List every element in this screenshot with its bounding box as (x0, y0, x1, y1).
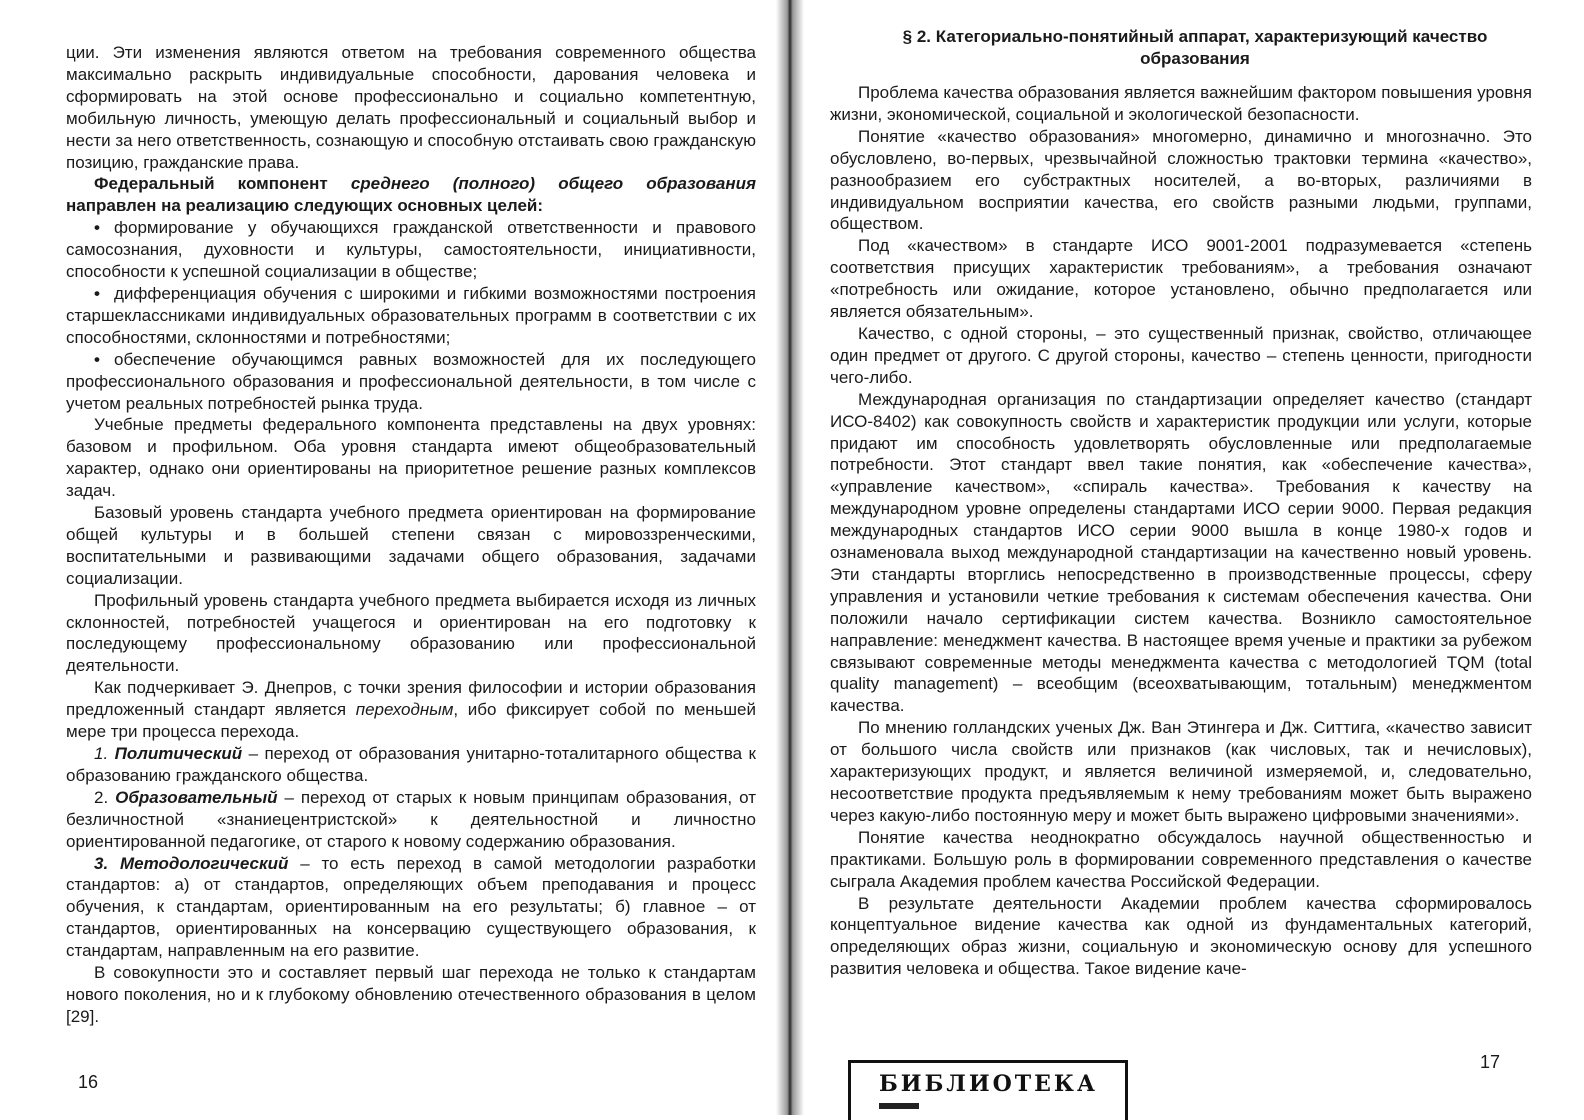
right-page-text (830, 26, 1532, 980)
transition-item (66, 787, 756, 853)
dneprov-text-end: , ибо фиксирует собой по меньшей мере три процесса перехода. (66, 700, 756, 742)
paragraph: Учебные предметы федерального компонента представлены на двух уровнях: базовом и профильном. Оба уровня стандарта имеют общеобразовательный характер, однако они ориентированы на приоритетное решение разных комплексов задач. (66, 415, 756, 501)
paragraph: Профильный уровень стандарта учебного предмета выбирается исходя из личных склонностей, потребностей учащегося и ориентирован на его подготовку к последующему профессиональному образованию или профессиональной деятельности. (66, 590, 756, 676)
left-page-text (66, 42, 756, 1028)
paragraph: Понятие качества неоднократно обсуждалось научной общественностью и практиками. Большую роль в формировании современного представления о качестве сыграла Академия проблем качества Российской Федерации. (830, 827, 1532, 891)
transition-text: – переход от образования унитарно-тоталитарного общества к образованию гражданского общества. (66, 744, 756, 785)
list-item (66, 349, 756, 415)
bullet-mark: • (94, 349, 100, 369)
paragraph: Проблема качества образования является важнейшим фактором повышения уровня жизни, экономической, социальной и экологической безопасности. (830, 83, 1532, 124)
transition-number: 3. (94, 853, 109, 873)
section-title: § 2. Категориально-понятийный аппарат, характеризующий качество образования (902, 27, 1488, 68)
library-stamp (848, 1060, 1128, 1120)
transition-name: Методологический (120, 853, 289, 873)
bullet-mark: • (94, 283, 100, 303)
transition-number: 1. (94, 744, 109, 763)
list-item (66, 283, 756, 349)
page-number: 17 (1480, 1052, 1501, 1072)
transition-item (66, 743, 756, 787)
list-item (66, 217, 756, 283)
paragraph: Базовый уровень стандарта учебного предмета ориентирован на формирование общей культуры и в большей степени связан с мировоззренческими, воспитательными и развивающими задачами общего образования, задачами социализации. (66, 503, 756, 588)
goals-heading-end: направлен на реализацию следующих основных целей: (66, 196, 544, 216)
transition-text: – то есть переход в самой методологии разработки стандартов: а) от стандартов, определяющих объем преподавания и процесс обучения, к стандартам, ориентированным на его результаты; б) главное – от стандартов, ориентированных на консервацию существующего образования, к стандартам, направленным на его развитие. (66, 853, 756, 961)
right-page (800, 0, 1584, 1115)
paragraph: В совокупности это и составляет первый шаг перехода не только к стандартам нового поколения, но и к глубокому обновлению отечественного образования в целом [29]. (66, 963, 756, 1026)
list-item-text: формирование у обучающихся гражданской ответственности и правового самосознания, духовности и культуры, самостоятельности, инициативности, способности к успешной социализации в обществе; (66, 218, 756, 282)
goals-heading-start: Федеральный компонент (94, 174, 351, 194)
paragraph: Понятие «качество образования» многомерно, динамично и многозначно. Это обусловлено, во-первых, чрезвычайной сложностью трактовки термина «качество», разнообразием его субстрактных носителей, а во-вторых, различиями в индивидуальном восприятии качества, его свойств разными людьми, группами, обществом. (830, 126, 1532, 234)
dneprov-text-start: Как подчеркивает Э. Днепров, с точки зрения философии и истории образования предложенный стандарт является (66, 678, 756, 720)
paragraph: Под «качеством» в стандарте ИСО 9001-2001 подразумевается «степень соответствия присущих характеристик требованиям», а требования означают «потребность или ожидание, которое установлено, обычно предполагается или является обязательным». (830, 236, 1532, 322)
paragraph: Качество, с одной стороны, – это существенный признак, свойство, отличающее один предмет от другого. С другой стороны, качество – степень ценности, пригодности чего-либо. (830, 323, 1532, 387)
stamp-text: БИБЛИОТЕКА (879, 1071, 1098, 1097)
transition-item (66, 853, 756, 963)
transition-number: 2. (94, 787, 109, 807)
paragraph: Международная организация по стандартизации определяет качество (стандарт ИСО-8402) как совокупность свойств и характеристик продукции или услуги, которые придают им способность удовлетворять обусловленные или предполагаемые потребности. Этот стандарт ввел такие понятия, как «обеспечение качества», «управление качеством», «спираль качества». Требования к качеству на международном уровне определены стандартами ИСО серии 9000. Первая редакция международных стандартов ИСО серии 9000 вышла в конце 1980-х годов и ознаменовала выход международной стандартизации на качественно новый уровень. Эти стандарты вторглись непосредственно в производственные процессы, сферу управления и установили четкие требования к системам обеспечения качества. Они положили начало сертификации систем качества. Возникло самостоятельное направление: менеджмент качества. В настоящее время ученые и практики за рубежом связывают современные методы менеджмента качества с методологией TQM (total quality management) – всеобщим (всеохватывающим, тотальным) менеджментом качества. (830, 389, 1532, 716)
stamp-underline (879, 1103, 919, 1109)
paragraph: В результате деятельности Академии проблем качества сформировалось концептуальное видение качества как одной из фундаментальных категорий, определяющих образ жизни, социальную и экономическую основу для успешного развития человека и общества. Такое видение каче- (830, 893, 1532, 979)
list-item-text: обеспечение обучающимся равных возможностей для их последующего профессионального образования и профессиональной деятельности, в том числе с учетом реальных потребностей рынка труда. (66, 349, 756, 413)
bullet-mark: • (94, 218, 100, 238)
dneprov-text-italic: переходным (355, 700, 454, 720)
left-page (0, 0, 790, 1115)
paragraph: По мнению голландских ученых Дж. Ван Этингера и Дж. Ситтига, «качество зависит от большого числа свойств или признаков (как числовых, так и нечисловых), характеризующих продукт, и является величиной измеряемой, и, следовательно, несоответствие продукта предъявляемым к нему требованиям может быть выражено через какую-либо постоянную меру и может быть выражено цифровыми значениями». (830, 718, 1532, 825)
goals-heading-italic: среднего (полного) общего образования (350, 174, 756, 194)
goals-heading (66, 173, 756, 217)
paragraph: ции. Эти изменения являются ответом на требования современного общества максимально раскрыть индивидуальные способности, дарования человека и сформировать на этой основе профессионально и социально компетентную, мобильную личность, умеющую делать профессиональный и социальный выбор и нести за него ответственность, сознающую и способную отстаивать свою гражданскую позицию, гражданские права. (66, 43, 756, 172)
dneprov-paragraph (66, 677, 756, 743)
transition-name: Образовательный (115, 787, 278, 807)
list-item-text: дифференциация обучения с широкими и гибкими возможностями построения старшеклассниками индивидуальных образовательных программ в соответствии с их способностями, склонностями и потребностями; (66, 283, 756, 347)
transition-text: – переход от старых к новым принципам образования, от безличностной «знаниецентристской» к деятельностной и личностно ориентированной педагогике, от старого к новому содержанию образования. (66, 787, 756, 851)
page-number: 16 (78, 1072, 99, 1092)
transition-name: Политический (114, 744, 243, 763)
